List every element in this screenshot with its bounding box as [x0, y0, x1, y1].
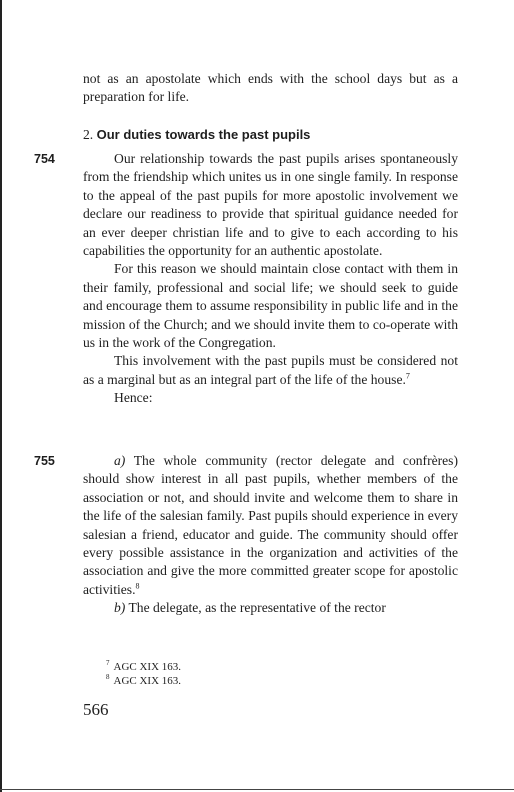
section-number: 2. [83, 127, 94, 142]
page-edge-left [0, 0, 2, 792]
top-paragraph: not as an apostolate which ends with the school days but as a preparation for life. [83, 71, 458, 105]
section-heading [83, 127, 310, 143]
paragraph-b: b) The delegate, as the representative of the rector [114, 600, 386, 616]
footnote-8: $^8$ AGC XIX 163. [106, 673, 182, 687]
margin-number-755: 755 [34, 454, 55, 468]
section-body-754 [83, 150, 458, 408]
footnote-ref-7: 7 [405, 371, 410, 381]
paragraph-relationship: Our relationship towards the past pupils arises spontaneously from the friendship which unites us in one single family. In response to the appeal of the past pupils for more apostolic involvement we declare our readiness to provide that spiritual guidance needed for an ever deeper christian life and to give to each according to his capabilities the opportunity for an authentic apostolate. [83, 151, 458, 259]
paragraph-hence: Hence: [114, 390, 153, 406]
item-label-a: a) [114, 453, 126, 468]
page-edge-bottom [0, 789, 514, 790]
margin-number-754: 754 [34, 152, 55, 166]
footnote-ref-8: 8 [135, 581, 140, 591]
page-number: 566 [83, 700, 109, 719]
paragraph-contact: For this reason we should maintain close contact with them in their family, professional and social life; we should seek to guide and encourage them to assume responsibility in public life and in the mission of the Church; and we should invite them to co-operate with us in the work of the Congregation. [83, 261, 458, 351]
footnote-7: $^7$ AGC XIX 163. [106, 659, 182, 673]
item-label-b: b) [114, 600, 126, 616]
section-title: Our duties towards the past pupils [96, 127, 311, 142]
section-body-755 [83, 452, 458, 618]
paragraph-involvement: This involvement with the past pupils must be considered not as a marginal but as an integral part of the life of the house.$^7$ [83, 353, 458, 387]
paragraph-a: a) The whole community (rector delegate and confrères) should show interest in all past pupils, whether members of the association or not, and should invite and welcome them to share in the life of the salesian family. Past pupils should experience in every salesian a friend, educator and guide. The community should offer every possible assistance in the organization and activities of the association and give the more committed greater scope for apostolic activities.$^8$ [83, 453, 459, 597]
